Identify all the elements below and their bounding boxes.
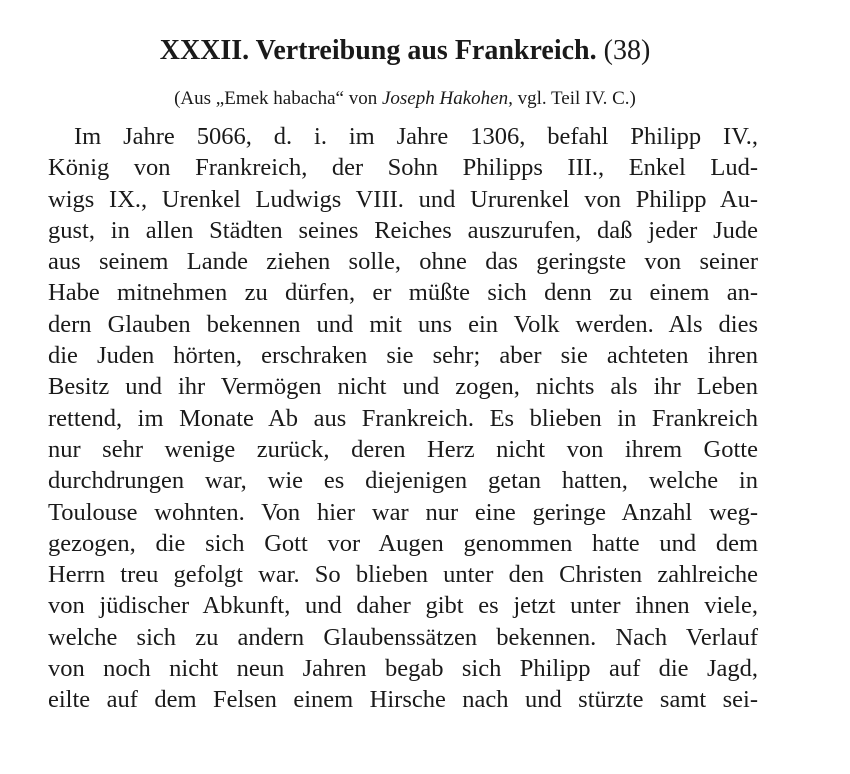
text-line: aus seinem Lande ziehen solle, ohne das geringste von seiner [48,248,758,276]
text-line: Herrn treu gefolgt war. So blieben unter den Christen zahlreiche [48,561,758,589]
chapter-number: (38) [603,35,651,66]
text-line: gezogen, die sich Gott vor Augen genommen hatte und dem [48,529,758,557]
text-line: welche sich zu andern Glaubenssätzen bekennen. Nach Verlauf [48,623,758,651]
text-line: die Juden hörten, erschraken sie sehr; aber sie achteten ihren [48,342,758,370]
text-line: dern Glauben bekennen und mit uns ein Volk werden. Als dies [48,310,758,338]
source-note-prefix: (Aus „Emek habacha“ von [174,88,382,109]
chapter-title-text: XXXII. Vertreibung aus Frankreich. [159,35,597,66]
text-line: Im Jahre 5066, d. i. im Jahre 1306, befahl Philipp IV., [74,123,758,150]
text-line: gust, in allen Städten seines Reiches auszurufen, daß jeder Jude [48,216,758,244]
text-line: eilte auf dem Felsen einem Hirsche nach und stürzte samt sei- [48,686,758,714]
text-line: Toulouse wohnten. Von hier war nur eine geringe Anzahl weg- [48,498,758,526]
text-line: durchdrungen war, wie es diejenigen getan hatten, welche in [48,467,758,495]
chapter-title [0,33,810,69]
text-line: von noch nicht neun Jahren begab sich Philipp auf die Jagd, [48,655,758,683]
text-line: wigs IX., Urenkel Ludwigs VIII. und Ururenkel von Philipp Au- [48,185,758,213]
text-line: König von Frankreich, der Sohn Philipps III., Enkel Lud- [48,154,758,182]
source-note [0,86,810,112]
body-paragraph [48,121,758,716]
text-line: von jüdischer Abkunft, und daher gibt es jetzt unter ihnen viele, [48,592,758,620]
text-line: Besitz und ihr Vermögen nicht und zogen, nichts als ihr Leben [48,373,758,401]
text-line: nur sehr wenige zurück, deren Herz nicht von ihrem Gotte [48,435,758,463]
text-line: rettend, im Monate Ab aus Frankreich. Es blieben in Frankreich [48,404,758,432]
source-note-author: Joseph Hakohen, [381,88,513,109]
text-line: Habe mitnehmen zu dürfen, er müßte sich denn zu einem an- [48,279,758,307]
source-note-suffix: vgl. Teil IV. C.) [512,88,636,109]
